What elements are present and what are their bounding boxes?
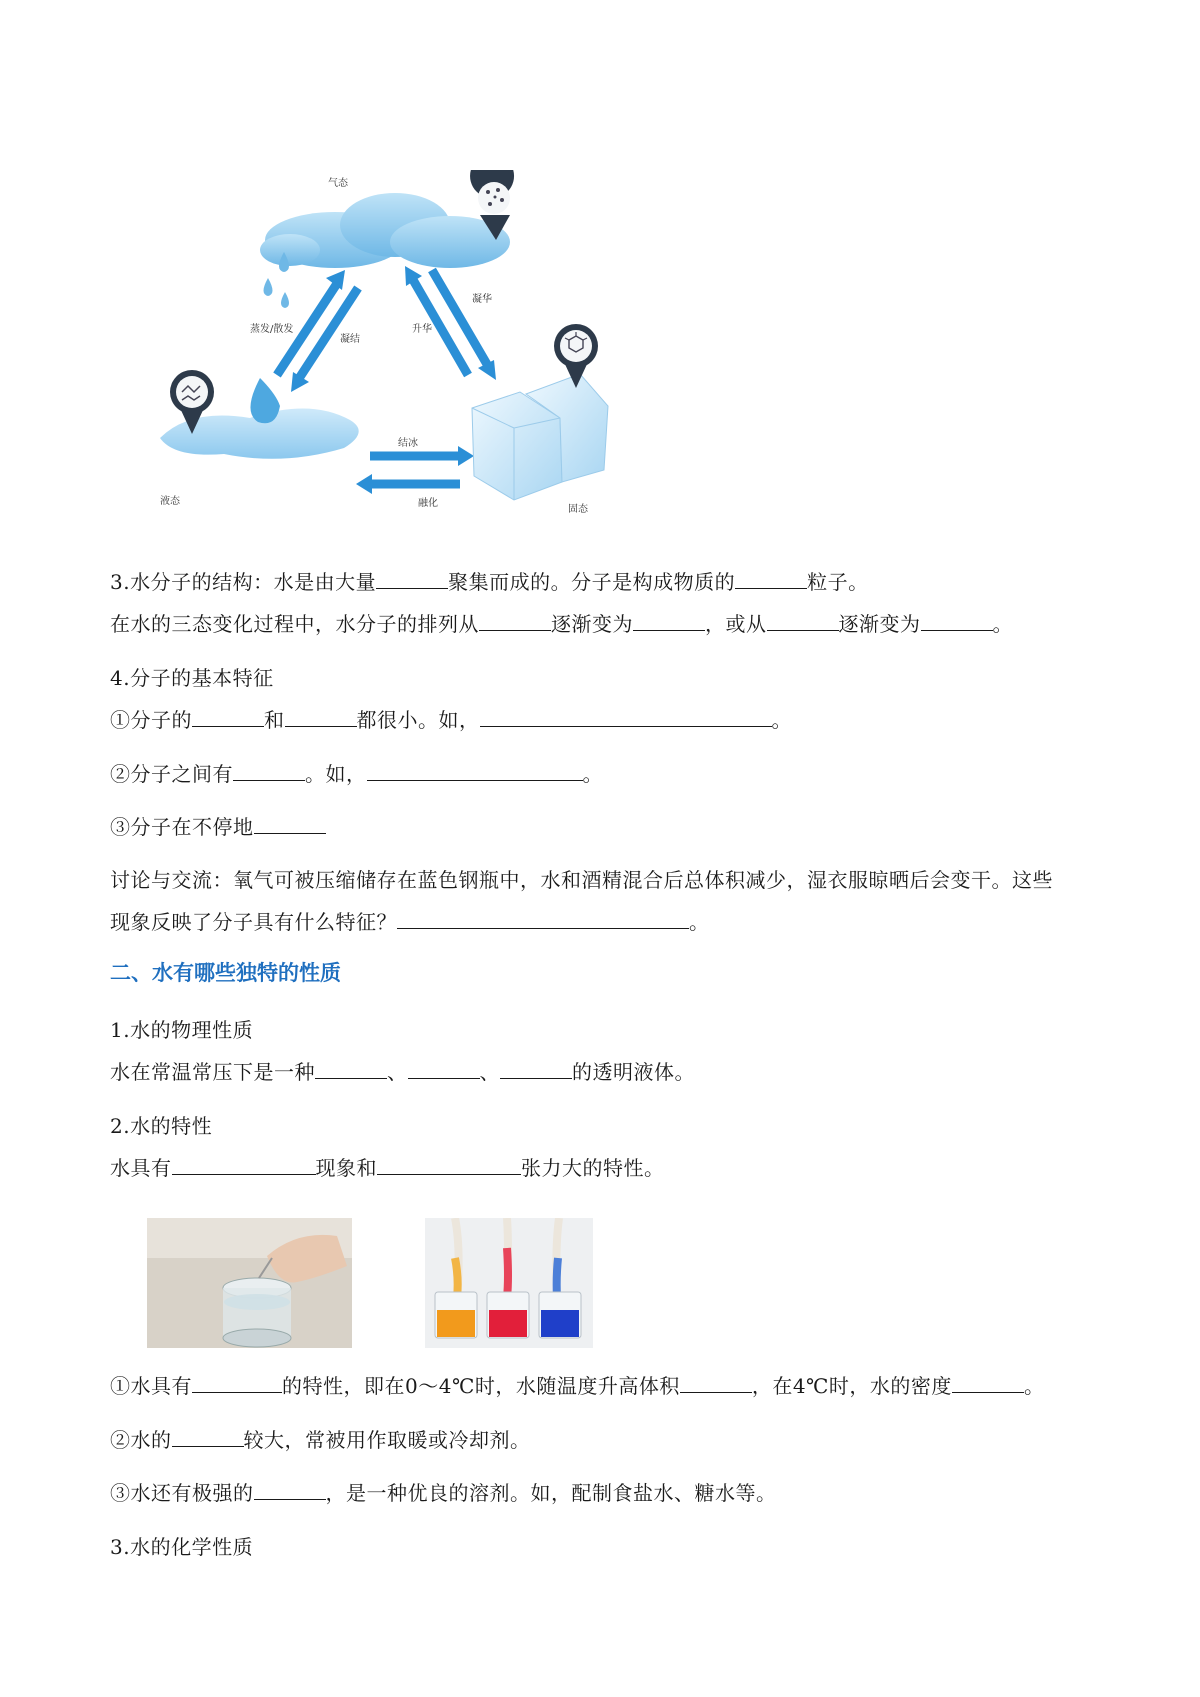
glass-water-photo [147, 1218, 352, 1348]
fill-blank[interactable] [315, 1058, 387, 1079]
text-segment: 3.水分子的结构：水是由大量 [110, 570, 377, 594]
text-segment: 。 [771, 708, 792, 732]
fill-blank[interactable] [767, 610, 839, 631]
fill-blank[interactable] [172, 1154, 316, 1175]
fill-blank[interactable] [192, 1372, 282, 1393]
label-condense: 凝结 [340, 334, 360, 345]
colored-beakers-photo [425, 1218, 593, 1348]
water-traits-title: 2.水的特性 [110, 1114, 213, 1138]
trait-item-3 [110, 1479, 777, 1507]
fill-blank[interactable] [408, 1058, 480, 1079]
text-segment: ③分子在不停地 [110, 815, 254, 839]
fill-blank[interactable] [285, 706, 357, 727]
water-traits-line [110, 1154, 665, 1182]
text-segment: 。 [992, 612, 1013, 636]
fill-blank[interactable] [254, 1479, 326, 1500]
arrow-freeze-icon [370, 446, 474, 466]
text-segment: 。如， [305, 762, 367, 786]
fill-blank[interactable] [500, 1058, 572, 1079]
label-liquid: 液态 [160, 496, 180, 507]
fill-blank[interactable] [367, 760, 583, 781]
fill-blank[interactable] [377, 1154, 521, 1175]
trait-item-1 [110, 1372, 1044, 1400]
fill-blank[interactable] [680, 1372, 752, 1393]
label-gas: 气态 [328, 178, 348, 189]
text-segment: 。 [582, 762, 603, 786]
text-segment: 现象和 [315, 1156, 377, 1180]
section-heading: 二、水有哪些独特的性质 [110, 961, 341, 985]
fill-blank[interactable] [233, 760, 305, 781]
fill-blank[interactable] [735, 568, 807, 589]
text-segment: 和 [264, 708, 285, 732]
fill-blank[interactable] [479, 610, 551, 631]
text-segment: ①分子的 [110, 708, 192, 732]
feature-item-3 [110, 813, 326, 841]
text-segment: ，或从 [705, 612, 767, 636]
text-segment: 粒子。 [807, 570, 869, 594]
fill-blank[interactable] [633, 610, 705, 631]
text-segment: ，是一种优良的溶剂。如，配制食盐水、糖水等。 [325, 1481, 777, 1505]
fill-blank[interactable] [192, 706, 264, 727]
chemical-properties-title: 3.水的化学性质 [110, 1535, 254, 1559]
text-segment: ②水的 [110, 1428, 172, 1452]
fill-blank[interactable] [376, 568, 448, 589]
solid-molecule-pin-icon [554, 324, 598, 388]
ice-cube-icon [472, 374, 608, 500]
fill-blank[interactable] [480, 706, 772, 727]
text-segment: ③水还有极强的 [110, 1481, 254, 1505]
cloud-icon [260, 193, 510, 268]
text-segment: 水具有 [110, 1156, 172, 1180]
text-segment: ②分子之间有 [110, 762, 233, 786]
trait-item-2 [110, 1426, 531, 1454]
label-desublimate: 凝华 [472, 294, 492, 305]
text-segment: 。 [1023, 1374, 1045, 1398]
discussion-line-1: 讨论与交流：氧气可被压缩储存在蓝色钢瓶中，水和酒精混合后总体积减少，湿衣服晾晒后会变干。这些 [110, 868, 1053, 892]
text-segment: 较大，常被用作取暖或冷却剂。 [243, 1428, 531, 1452]
label-solid: 固态 [568, 504, 588, 515]
fill-blank[interactable] [397, 908, 689, 929]
text-segment: 张力大的特性。 [521, 1156, 665, 1180]
text-segment: 、 [387, 1060, 408, 1084]
three-states-line [110, 610, 1013, 638]
label-freeze: 结冰 [398, 438, 418, 449]
text-segment: 逐渐变为 [838, 612, 921, 636]
text-segment: 现象反映了分子具有什么特征？ [110, 910, 397, 934]
discussion-line-2 [110, 908, 710, 936]
fill-blank[interactable] [952, 1372, 1024, 1393]
physical-properties-line [110, 1058, 695, 1086]
text-segment: 的特性，即在0～4℃时，水随温度升高体积 [282, 1374, 680, 1398]
text-segment: ①水具有 [110, 1374, 192, 1398]
text-segment: 聚集而成的。分子是构成物质的 [448, 570, 736, 594]
text-segment: 水在常温常压下是一种 [110, 1060, 315, 1084]
text-segment: 逐渐变为 [551, 612, 633, 636]
arrow-melt-icon [356, 474, 460, 494]
label-melt: 融化 [418, 498, 438, 509]
molecule-features-title: 4.分子的基本特征 [110, 666, 274, 690]
text-segment: 。 [689, 910, 710, 934]
physical-properties-title: 1.水的物理性质 [110, 1018, 254, 1042]
fill-blank[interactable] [254, 813, 326, 834]
label-evaporate: 蒸发/散发 [250, 324, 294, 335]
feature-item-1 [110, 706, 792, 734]
molecule-structure-line [110, 568, 869, 596]
label-sublimate: 升华 [412, 324, 432, 335]
feature-item-2 [110, 760, 603, 788]
text-segment: 的透明液体。 [572, 1060, 695, 1084]
fill-blank[interactable] [921, 610, 993, 631]
fill-blank[interactable] [172, 1426, 244, 1447]
text-segment: 在水的三态变化过程中，水分子的排列从 [110, 612, 479, 636]
water-states-diagram [160, 170, 640, 530]
text-segment: 、 [479, 1060, 500, 1084]
text-segment: 都很小。如， [356, 708, 480, 732]
text-segment: ，在4℃时，水的密度 [751, 1374, 952, 1398]
